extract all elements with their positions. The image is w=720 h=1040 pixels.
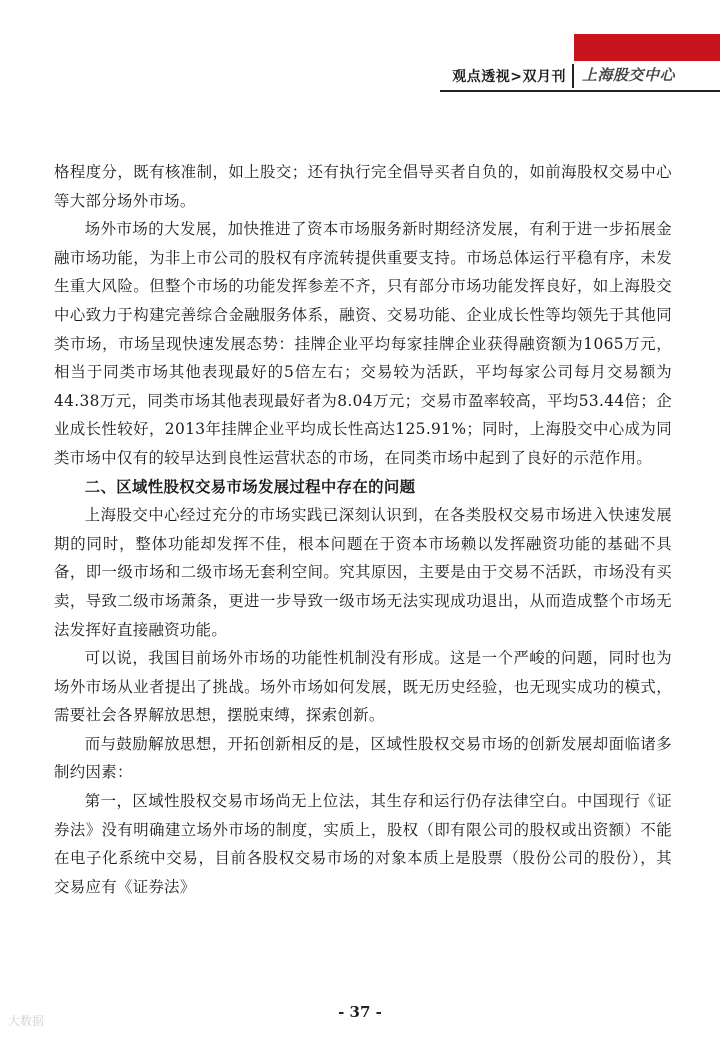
page-number: - 37 - xyxy=(338,1003,382,1021)
article-body xyxy=(54,158,672,901)
paragraph: 场外市场的大发展，加快推进了资本市场服务新时期经济发展，有利于进一步拓展金融市场功能，为非上市公司的股权有序流转提供重要支持。市场总体运行平稳有序，未发生重大风险。但整个市场的功能发挥参差不齐，只有部分市场功能发挥良好，如上海股交中心致力于构建完善综合金融服务体系，融资、交易功能、企业成长性等均领先于其他同类市场，市场呈现快速发展态势：挂牌企业平均每家挂牌企业获得融资额为1065万元，相当于同类市场其他表现最好的5倍左右；交易较为活跃，平均每家公司每月交易额为44.38万元，同类市场其他表现最好者为8.04万元；交易市盈率较高，平均53.44倍；企业成长性较好，2013年挂牌企业平均成长性高达125.91%；同时，上海股交中心成为同类市场中仅有的较早达到良性运营状态的市场，在同类市场中起到了良好的示范作用。 xyxy=(54,220,672,467)
section-heading: 二、区域性股权交易市场发展过程中存在的问题 xyxy=(84,477,416,496)
header-section-title: 观点透视>双月刊 xyxy=(452,69,566,85)
paragraph: 而与鼓励解放思想，开拓创新相反的是，区域性股权交易市场的创新发展却面临诸多制约因素： xyxy=(54,734,672,782)
header-rule xyxy=(440,90,720,92)
paragraph: 第一，区域性股权交易市场尚无上位法，其生存和运行仍存法律空白。中国现行《证券法》没有明确建立场外市场的制度，实质上，股权（即有限公司的股权或出资额）不能在电子化系统中交易，目前各股权交易市场的对象本质上是股票（股份公司的股份），其交易应有《证券法》 xyxy=(54,792,672,896)
watermark: 大数据 xyxy=(8,1014,45,1028)
paragraph: 可以说，我国目前场外市场的功能性机制没有形成。这是一个严峻的问题，同时也为场外市场从业者提出了挑战。场外市场如何发展，既无历史经验，也无现实成功的模式，需要社会各界解放思想，摆脱束缚，探索创新。 xyxy=(54,649,672,725)
header-brand-logo: 上海股交中心 xyxy=(582,66,676,84)
paragraph: 格程度分，既有核准制，如上股交；还有执行完全倡导买者自负的，如前海股权交易中心等大部分场外市场。 xyxy=(54,163,672,210)
header-separator xyxy=(572,64,574,88)
paragraph: 上海股交中心经过充分的市场实践已深刻认识到，在各类股权交易市场进入快速发展期的同时，整体功能却发挥不佳，根本问题在于资本市场赖以发挥融资功能的基础不具备，即一级市场和二级市场无套利空间。究其原因，主要是由于交易不活跃，市场没有买卖，导致二级市场萧条，更进一步导致一级市场无法实现成功退出，从而造成整个市场无法发挥好直接融资功能。 xyxy=(54,506,672,639)
header-accent-bar xyxy=(574,34,720,61)
